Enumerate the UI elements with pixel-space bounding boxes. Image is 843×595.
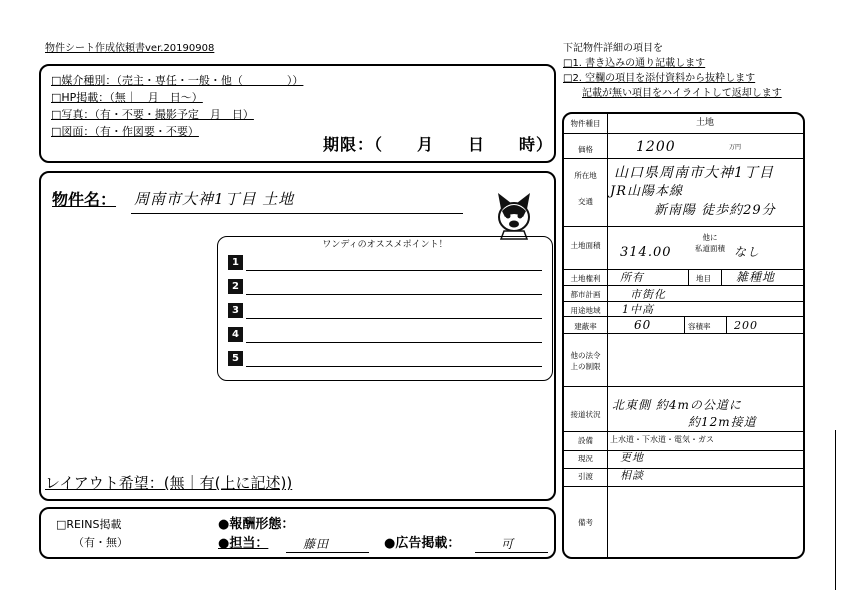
ad-label: ●広告掲載： xyxy=(384,536,461,551)
point-line-1[interactable] xyxy=(246,270,542,271)
point-line-2[interactable] xyxy=(246,294,542,295)
bcr-value[interactable]: 60 xyxy=(634,318,652,332)
point-line-5[interactable] xyxy=(246,366,542,367)
ad-line xyxy=(475,552,548,553)
option-2[interactable]: □2. 空欄の項目を添付資料から抜粋します xyxy=(563,73,756,84)
road-line2[interactable]: 約12m接道 xyxy=(688,415,757,429)
city-plan-label: 都市計画 xyxy=(570,290,601,299)
point-line-3[interactable] xyxy=(246,318,542,319)
points-title: ワンディのオススメポイント！ xyxy=(322,240,448,250)
remarks-label: 備考 xyxy=(578,518,593,527)
drawing-request[interactable]: □図面：（有・作図要・不要） xyxy=(51,125,199,138)
form-title: 物件シート作成依頼書ver.20190908 xyxy=(45,43,215,54)
private-road-value[interactable]: なし xyxy=(734,245,761,259)
property-box xyxy=(39,171,556,501)
price-unit: 万円 xyxy=(729,144,742,151)
agency-type[interactable]: □媒介種別：（売主・専任・一般・他（ ）） xyxy=(51,74,304,87)
road-line1[interactable]: 北東側 約4mの公道に xyxy=(612,398,742,412)
rights-value[interactable]: 所有 xyxy=(620,271,644,284)
point-number-5: 5 xyxy=(228,351,243,366)
detail-divider xyxy=(607,114,608,559)
other-law-label: 他の法令 上の制限 xyxy=(570,351,601,372)
handover-label: 引渡 xyxy=(578,472,593,481)
city-plan-value[interactable]: 市街化 xyxy=(630,288,666,301)
address-value[interactable]: 山口県周南市大神1丁目 xyxy=(614,165,774,181)
reins-options[interactable]: （有・無） xyxy=(73,536,128,549)
photo-request[interactable]: □写真：（有・不要・撮影予定 月 日） xyxy=(51,108,254,121)
far-value[interactable]: 200 xyxy=(734,319,758,332)
ad-value[interactable]: 可 xyxy=(501,537,515,551)
zoning-value[interactable]: 雑種地 xyxy=(736,270,776,284)
private-road-label: 他に 私道面積 xyxy=(695,233,725,253)
reins-label: □REINS掲載 xyxy=(56,518,122,531)
detail-table xyxy=(562,112,805,559)
staff-line xyxy=(286,552,369,553)
point-number-4: 4 xyxy=(228,327,243,342)
land-area-value[interactable]: 314.00 xyxy=(620,245,672,260)
points-box xyxy=(217,236,553,381)
deadline[interactable]: 期限：（ 月 日 時） xyxy=(323,135,554,154)
zoning-label: 地目 xyxy=(696,274,711,283)
fee-label: ●報酬形態： xyxy=(218,517,295,532)
access-line2[interactable]: 新南陽 徒歩約29分 xyxy=(654,203,776,218)
point-number-2: 2 xyxy=(228,279,243,294)
footer-box xyxy=(39,507,556,559)
scan-edge-line xyxy=(835,430,836,590)
highlight-note: 記載が無い項目をハイライトして返却します xyxy=(582,88,782,99)
hp-listing[interactable]: □HP掲載：（無｜ 月 日～） xyxy=(51,91,203,104)
property-name-line xyxy=(131,213,463,214)
layout-preference[interactable]: レイアウト希望：(無｜有(上に記述)) xyxy=(45,474,293,492)
use-district-value[interactable]: 1中高 xyxy=(622,303,654,316)
rights-label: 土地権利 xyxy=(570,274,601,283)
property-name-label: 物件名： xyxy=(52,190,117,209)
instruction-title: 下記物件詳細の項目を xyxy=(563,43,663,54)
request-box xyxy=(39,64,556,163)
road-label: 接道状況 xyxy=(570,410,601,419)
point-number-1: 1 xyxy=(228,255,243,270)
point-line-4[interactable] xyxy=(246,342,542,343)
status-value[interactable]: 更地 xyxy=(620,451,644,464)
handover-value[interactable]: 相談 xyxy=(620,469,644,482)
far-label: 容積率 xyxy=(688,322,711,331)
type-value[interactable]: 土地 xyxy=(695,118,714,128)
price-value[interactable]: 1200 xyxy=(636,139,676,155)
access-label: 交通 xyxy=(578,197,593,206)
address-label: 所在地 xyxy=(574,171,597,180)
use-district-label: 用途地域 xyxy=(570,306,601,315)
staff-value[interactable]: 藤田 xyxy=(303,537,330,551)
property-name-value[interactable]: 周南市大神1丁目 土地 xyxy=(134,190,295,208)
facilities-value[interactable]: 上水道・下水道・電気・ガス xyxy=(610,435,714,444)
option-1[interactable]: □1. 書き込みの通り記載します xyxy=(563,58,706,69)
type-label: 物件種目 xyxy=(570,119,601,128)
access-line1[interactable]: JR山陽本線 xyxy=(610,184,683,199)
point-number-3: 3 xyxy=(228,303,243,318)
staff-label: ●担当： xyxy=(218,536,269,551)
facilities-label: 設備 xyxy=(578,436,593,445)
status-label: 現況 xyxy=(578,454,593,463)
price-label: 価格 xyxy=(578,145,593,154)
land-area-label: 土地面積 xyxy=(570,241,601,250)
bcr-label: 建蔽率 xyxy=(574,322,597,331)
